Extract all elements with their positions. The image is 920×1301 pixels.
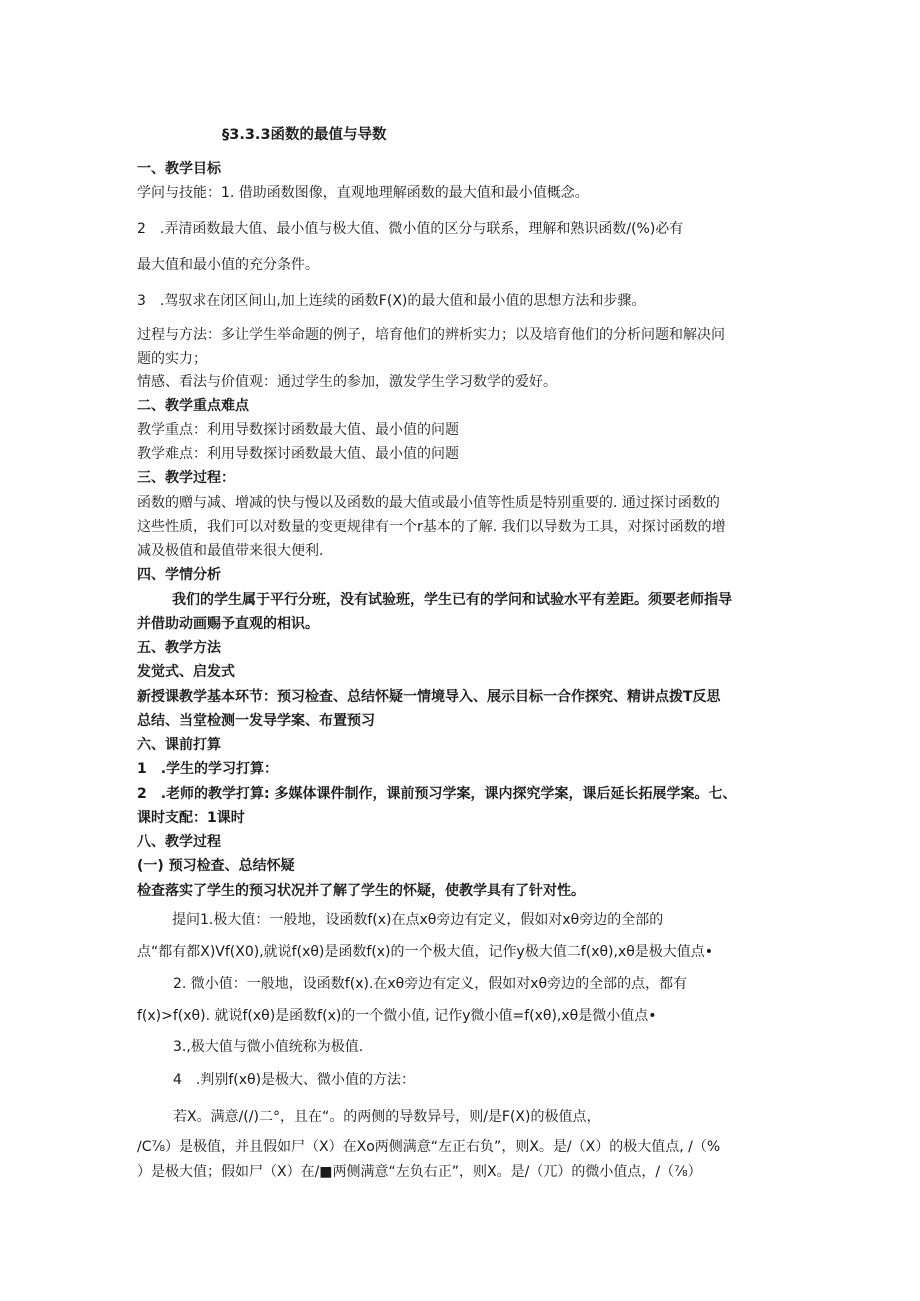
paragraph-line: 发觉式、启发式 xyxy=(137,664,235,680)
paragraph-line: 教学难点：利用导数探讨函数最大值、最小值的问题 xyxy=(137,446,459,462)
paragraph-line: 减及极值和最值带来很大便利. xyxy=(137,543,324,559)
section-heading-methods: 五、教学方法 xyxy=(137,640,221,656)
section-heading-teaching-process: 八、教学过程 xyxy=(137,834,221,850)
paragraph-line: 最大值和最小值的充分条件。 xyxy=(137,257,319,273)
paragraph-line: 2. 微小值：一般地，设函数f(x).在xθ旁边有定义，假如对xθ旁边的全部的点，都有 xyxy=(173,976,688,992)
paragraph-line: 新授课教学基本环节：预习检查、总结怀疑一情境导入、展示目标一合作探究、精讲点拨T反思 xyxy=(137,689,721,705)
paragraph-line: 情感、看法与价值观：通过学生的参加，激发学生学习数学的爱好。 xyxy=(137,374,557,390)
paragraph-line: 点“都有都X)Vf(X0),就说f(xθ)是函数f(x)的一个极大值，记作y极大值二f(xθ),xθ是极大值点• xyxy=(137,944,714,960)
paragraph-line: 2 .老师的教学打算: 多媒体课件制作，课前预习学案，课内探究学案，课后延长拓展学案。七、 xyxy=(137,786,737,802)
paragraph-line: 3.,极大值与微小值统称为极值. xyxy=(173,1039,364,1055)
paragraph-line: ∕C⅞）是极值，并且假如尸（X）在Xo两侧满意“左正右负”，则X。是/（X）的极大值点, /（% xyxy=(137,1139,721,1155)
paragraph-line: ）是极大值；假如尸（X）在/■两侧满意“左负右正”，则X。是/（兀）的微小值点，/（⅞） xyxy=(137,1164,702,1180)
section-heading-analysis: 四、学情分析 xyxy=(137,567,221,583)
paragraph-line: 教学重点：利用导数探讨函数最大值、最小值的问题 xyxy=(137,422,459,438)
paragraph-line: 若X。满意/(/)二°，且在“。的两侧的导数异号，则/是F(X)的极值点， xyxy=(173,1109,601,1125)
paragraph-line: 提问1.极大值：一般地，设函数f(x)在点xθ旁边有定义，假如对xθ旁边的全部的 xyxy=(172,912,664,928)
paragraph-line: 检查落实了学生的预习状况并了解了学生的怀疑，使教学具有了针对性。 xyxy=(137,883,585,899)
paragraph-line: 我们的学生属于平行分班，没有试验班，学生已有的学问和试验水平有差距。须要老师指导 xyxy=(172,592,732,608)
paragraph-line: 4 .判别f(xθ)是极大、微小值的方法： xyxy=(173,1072,416,1088)
section-heading-process: 三、教学过程： xyxy=(137,470,235,486)
paragraph-line: 1 .学生的学习打算： xyxy=(137,761,279,777)
section-heading-preparation: 六、课前打算 xyxy=(137,737,221,753)
paragraph-line: 课时支配：1课时 xyxy=(137,810,245,826)
paragraph-line: 并借助动画赐予直观的相识。 xyxy=(137,616,319,632)
paragraph-line: 函数的赠与减、增减的快与慢以及函数的最大值或最小值等性质是特别重要的. 通过探讨函数的 xyxy=(137,495,720,511)
paragraph-line: 学问与技能：1. 借助函数图像，直观地理解函数的最大值和最小值概念。 xyxy=(137,185,589,201)
section-heading-key-points: 二、教学重点难点 xyxy=(137,398,249,414)
paragraph-line: 这些性质，我们可以对数量的变更规律有一个r基本的了解. 我们以导数为工具，对探讨函数的增 xyxy=(137,519,726,535)
paragraph-line: 3 .驾驭求在闭区间山,加上连续的函数F(X)的最大值和最小值的思想方法和步骤。 xyxy=(137,293,646,309)
paragraph-line: f(x)>f(xθ). 就说f(xθ)是函数f(x)的一个微小值, 记作y微小值=f(xθ),xθ是微小值点• xyxy=(137,1008,657,1024)
paragraph-line: 总结、当堂检测一发导学案、布置预习 xyxy=(137,713,375,729)
page-title: §3.3.3函数的最值与导数 xyxy=(222,127,387,143)
subsection-heading: (一) 预习检查、总结怀疑 xyxy=(137,858,295,874)
paragraph-line: 过程与方法：多让学生举命题的例子，培育他们的辨析实力；以及培育他们的分析问题和解决问 xyxy=(137,327,725,343)
paragraph-line: 题的实力； xyxy=(137,351,207,367)
section-heading-objectives: 一、教学目标 xyxy=(137,161,221,177)
paragraph-line: 2 .弄清函数最大值、最小值与极大值、微小值的区分与联系，理解和熟识函数/(%)必有 xyxy=(137,221,684,237)
